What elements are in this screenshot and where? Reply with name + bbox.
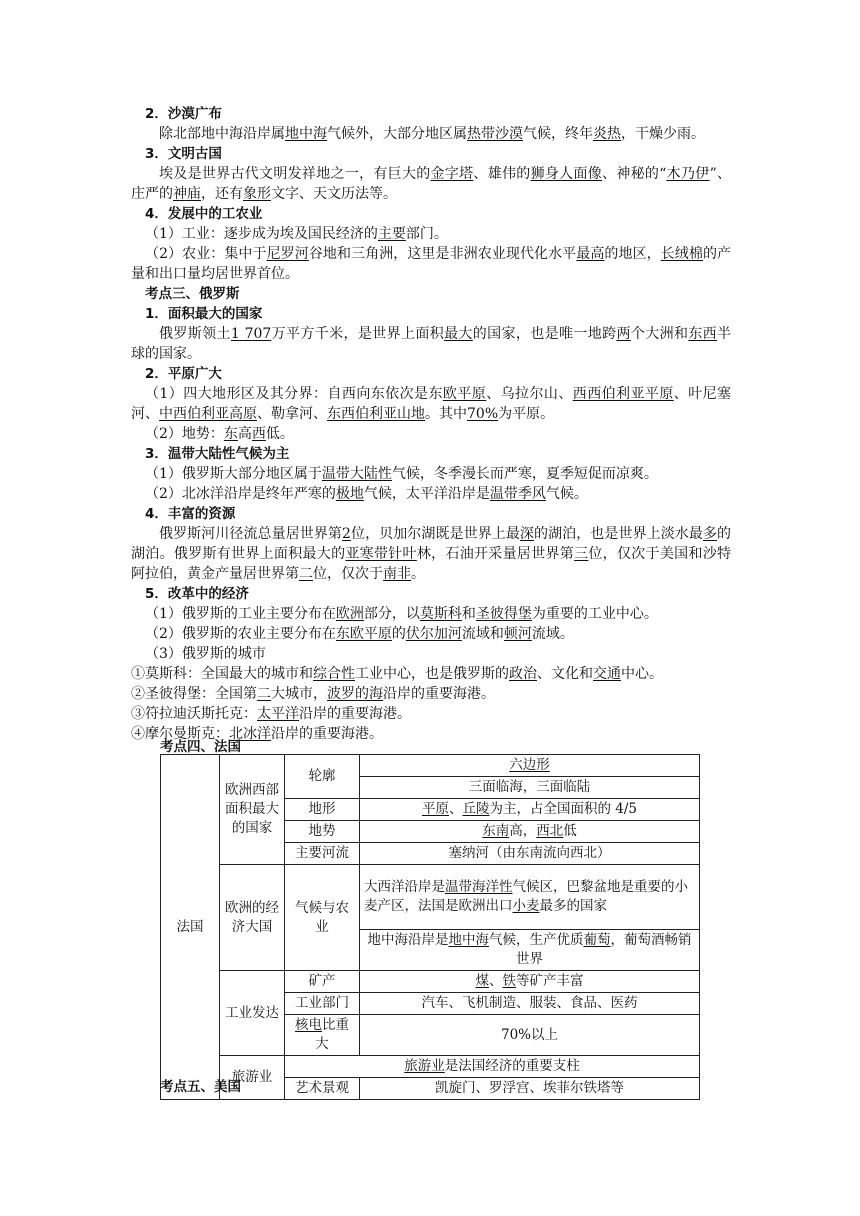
row-industry-label: 工业部门: [285, 993, 360, 1015]
industry-paragraph: （1）工业：逐步成为埃及国民经济的主要部门。: [145, 226, 448, 242]
nuclear-value: 70%以上: [360, 1015, 700, 1056]
row-terrain-label: 地形: [285, 799, 360, 821]
terrain-value: 平原、丘陵为主，占全国面积的 4/5: [360, 799, 700, 821]
mineral-value: 煤、铁等矿产丰富: [360, 971, 700, 993]
russia-climate-2: （2）北冰洋沿岸是终年严寒的极地气候，太平洋沿岸是温带季风气候。: [145, 486, 588, 502]
russia-climate-1: （1）俄罗斯大部分地区属于温带大陆性气候，冬季漫长而严寒，夏季短促而凉爽。: [145, 466, 658, 482]
outline-value-1: 六边形: [360, 755, 700, 777]
russia-plain-title: 2．平原广大: [145, 366, 222, 382]
france-table: [160, 754, 700, 1100]
row-river-label: 主要河流: [285, 843, 360, 865]
russia-agriculture-paragraph: （2）俄罗斯的农业主要分布在东欧平原的伏尔加河流域和顿河流域。: [145, 626, 574, 642]
row-outline-label: 轮廓: [285, 755, 360, 799]
section-agriculture-title: 4．发展中的工农业: [145, 206, 263, 222]
row-art-label: 艺术景观: [285, 1078, 360, 1100]
russia-landforms-paragraph: （1）四大地形区及其分界：自西向东依次是东欧平原、乌拉尔山、西西伯利亚平原、叶尼塞河、中西伯利亚高原、勒拿河、东西伯利亚山地。其中70%为平原。: [131, 386, 732, 422]
russia-industry-paragraph: （1）俄罗斯的工业主要分布在欧洲部分，以莫斯科和圣彼得堡为重要的工业中心。: [145, 606, 658, 622]
tourism-value: 旅游业是法国经济的重要支柱: [285, 1056, 700, 1078]
russia-heading: 考点三、俄罗斯: [145, 286, 240, 302]
section-civilization-title: 3．文明古国: [145, 146, 222, 162]
russia-cities-title: （3）俄罗斯的城市: [145, 646, 266, 662]
city-st-petersburg: ②圣彼得堡：全国第二大城市，波罗的海沿岸的重要海港。: [131, 686, 495, 702]
group-tourism: 旅游业: [220, 1056, 285, 1100]
river-value: 塞纳河（由东南流向西北）: [360, 843, 700, 865]
russia-terrain-paragraph: （2）地势：东高西低。: [145, 426, 294, 442]
slope-value: 东南高，西北低: [360, 821, 700, 843]
document-body: [131, 104, 731, 744]
civilization-paragraph: 埃及是世界古代文明发祥地之一，有巨大的金字塔、雄伟的狮身人面像、神秘的“木乃伊”、庄严的神庙，还有象形文字、天文历法等。: [131, 166, 732, 202]
desert-paragraph: 除北部地中海沿岸属地中海气候外，大部分地区属热带沙漠气候，终年炎热，干燥少雨。: [159, 126, 705, 142]
city-murmansk: ④摩尔曼斯克：北冰洋沿岸的重要海港。: [131, 726, 383, 742]
russia-area-paragraph: 俄罗斯领土1 707万平方千米，是世界上面积最大的国家，也是唯一地跨两个大洲和东西半球的国家。: [131, 326, 732, 362]
row-slope-label: 地势: [285, 821, 360, 843]
usa-heading: 考点五、美国: [160, 1079, 241, 1095]
russia-resources-title: 4．丰富的资源: [145, 506, 236, 522]
row-mineral-label: 矿产: [285, 971, 360, 993]
climate-atlantic-value: 大西洋沿岸是温带海洋性气候区，巴黎盆地是重要的小麦产区，法国是欧洲出口小麦最多的国家: [360, 865, 700, 930]
france-country-cell: 法国: [161, 755, 220, 1100]
row-climate-label: 气候与农业: [285, 865, 360, 971]
russia-area-title: 1．面积最大的国家: [145, 306, 263, 322]
russia-climate-title: 3．温带大陆性气候为主: [145, 446, 290, 462]
russia-economy-title: 5．改革中的经济: [145, 586, 249, 602]
art-value: 凯旋门、罗浮宫、埃菲尔铁塔等: [360, 1078, 700, 1100]
group-industry: 工业发达: [220, 971, 285, 1056]
city-moscow: ①莫斯科：全国最大的城市和综合性工业中心，也是俄罗斯的政治、文化和交通中心。: [131, 666, 663, 682]
climate-mediterranean-value: 地中海沿岸是地中海气候，生产优质葡萄，葡萄酒畅销世界: [360, 930, 700, 971]
row-nuclear-label: 核电比重大: [285, 1015, 360, 1056]
france-heading: 考点四、法国: [160, 739, 241, 755]
group-largest-country: 欧洲西部面积最大的国家: [220, 755, 285, 865]
group-economic-power: 欧洲的经济大国: [220, 865, 285, 971]
section-desert-title: 2．沙漠广布: [145, 106, 222, 122]
industry-value: 汽车、飞机制造、服装、食品、医药: [360, 993, 700, 1015]
agriculture-paragraph: （2）农业：集中于尼罗河谷地和三角洲，这里是非洲农业现代化水平最高的地区，长绒棉的产量和出口量均居世界首位。: [131, 246, 732, 282]
city-vladivostok: ③符拉迪沃斯托克：太平洋沿岸的重要海港。: [131, 706, 411, 722]
outline-value-2: 三面临海，三面临陆: [360, 777, 700, 799]
russia-resources-paragraph: 俄罗斯河川径流总量居世界第2位，贝加尔湖既是世界上最深的湖泊，也是世界上淡水最多的湖泊。俄罗斯有世界上面积最大的亚寒带针叶林，石油开采量居世界第三位，仅次于美国和沙特阿拉伯，黄金产量居世界第二位，仅次于南非。: [131, 526, 732, 582]
